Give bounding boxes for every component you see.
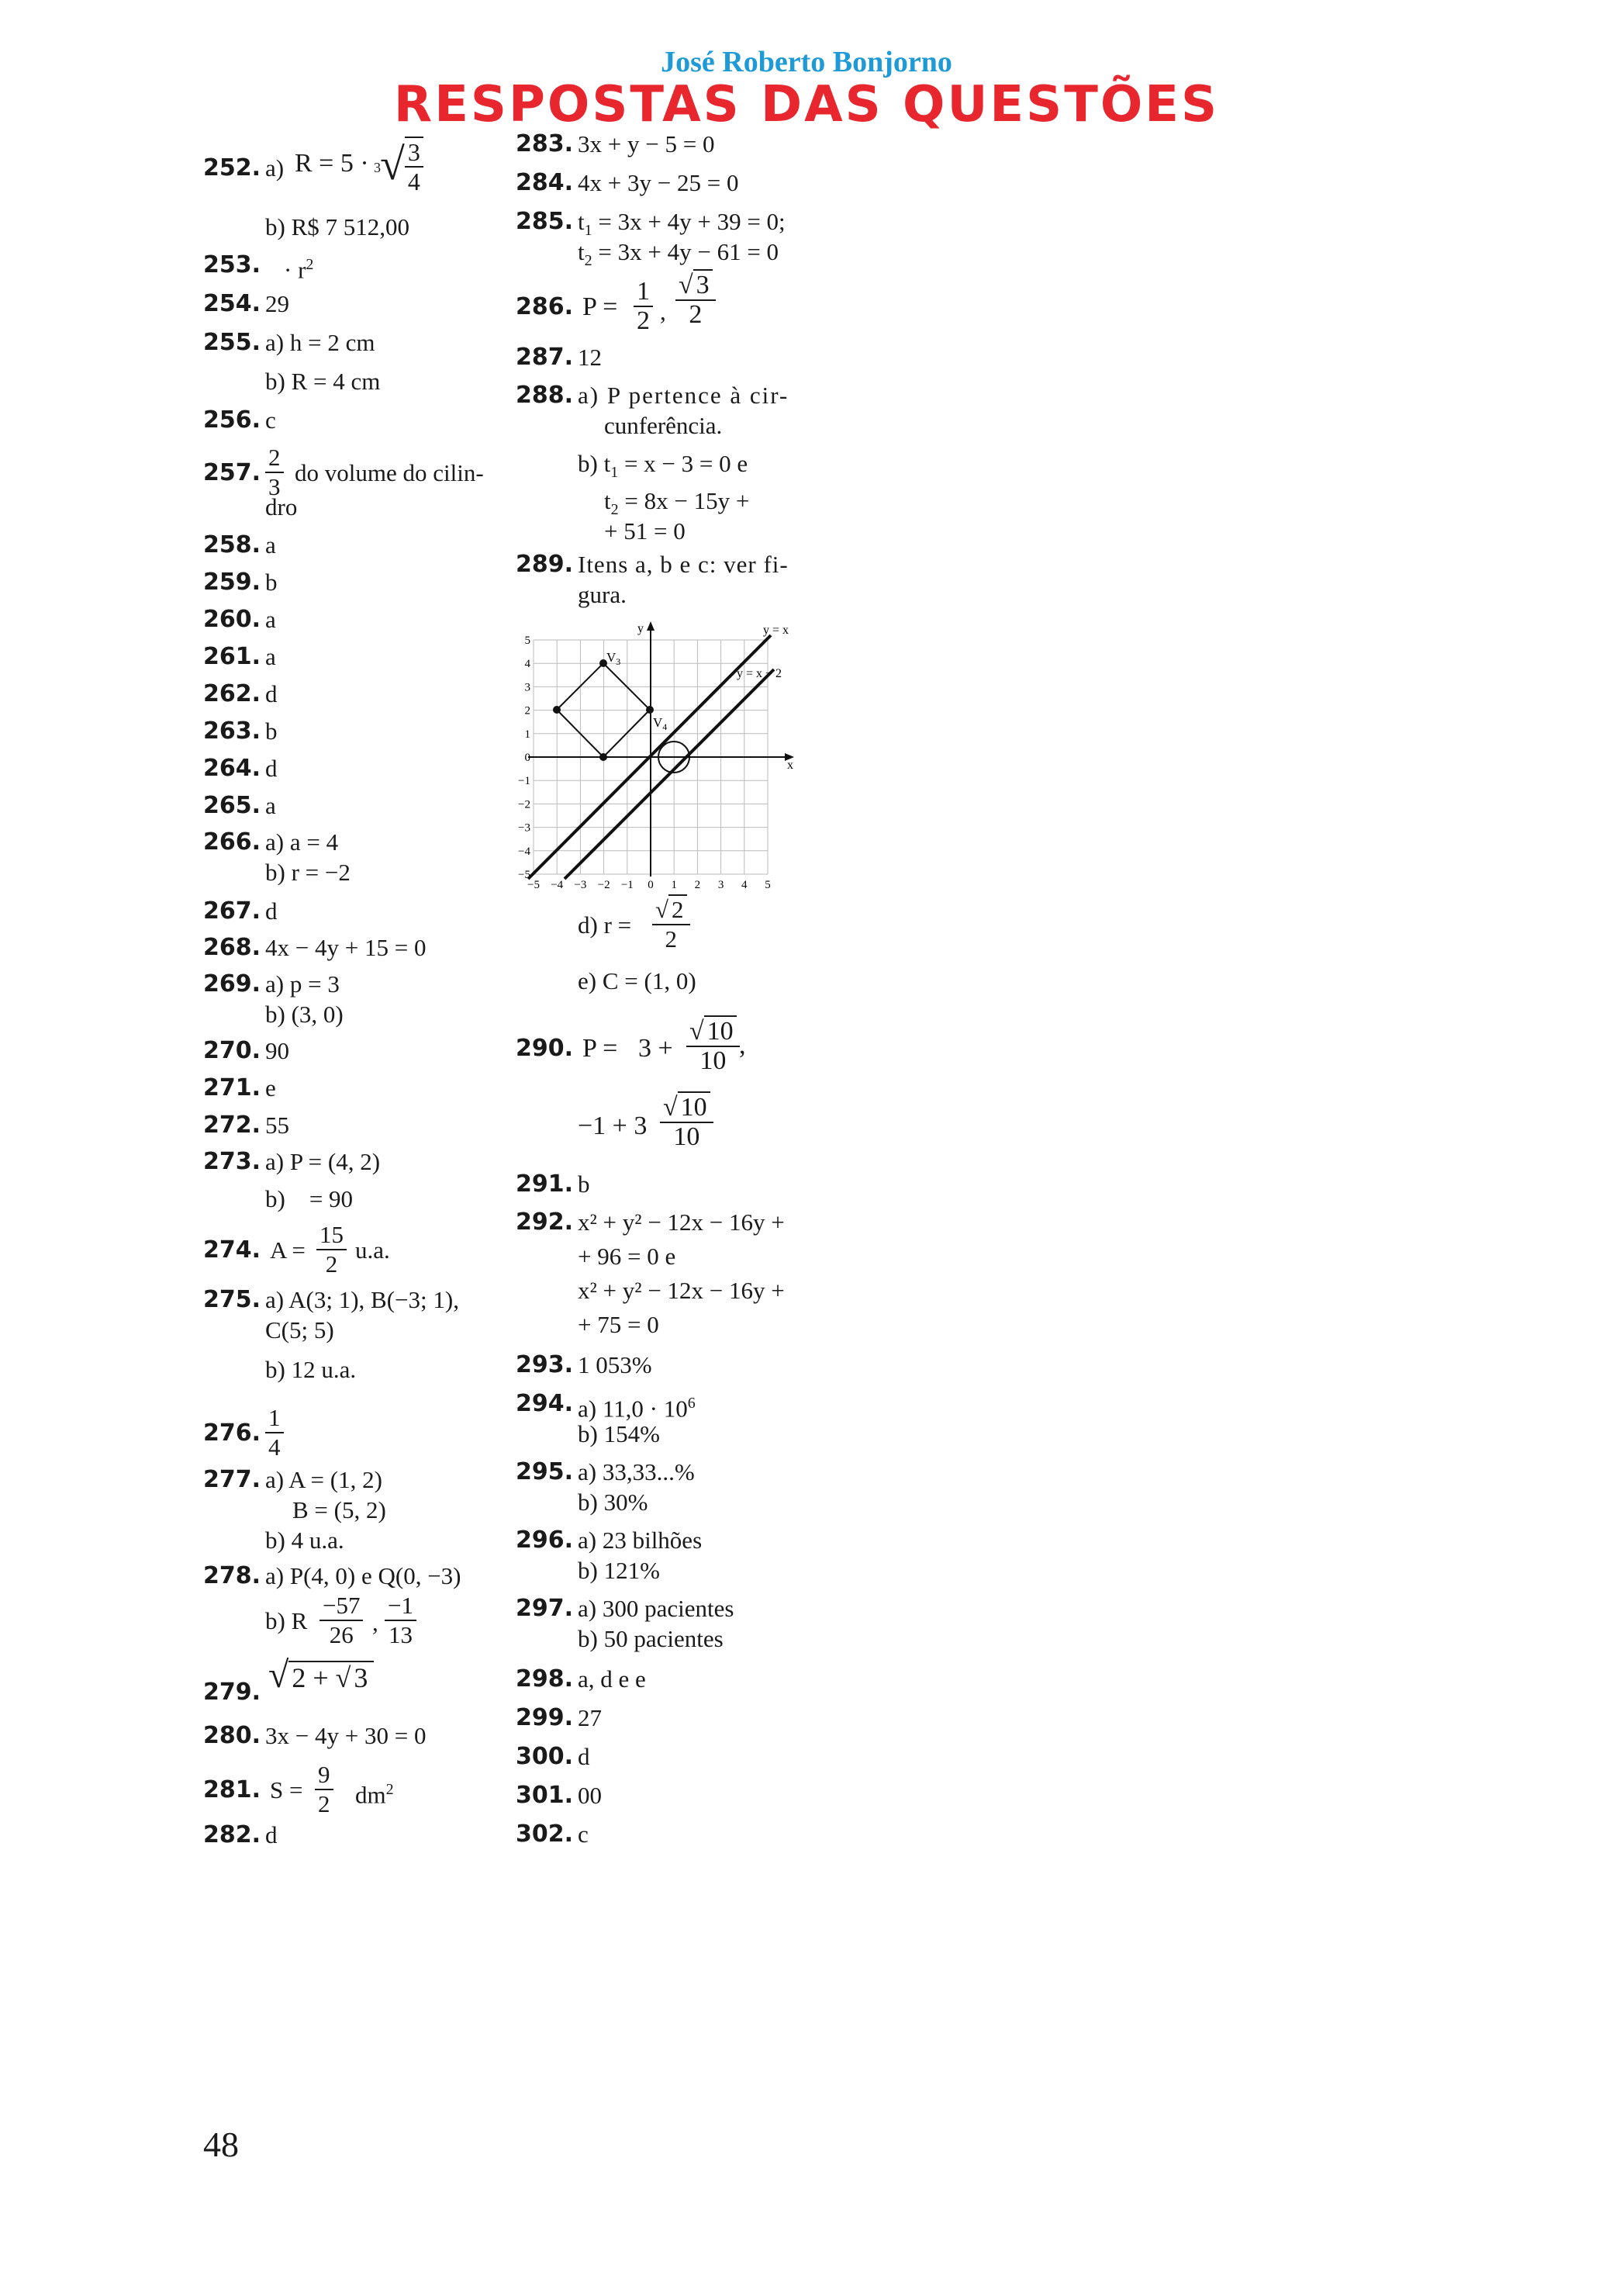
cube-root: √ $\frac{3}{4}$ xyxy=(380,136,423,203)
y-tick-label: −3 xyxy=(518,821,530,835)
y-tick-label: −1 xyxy=(518,775,530,788)
answer-text: 90 xyxy=(265,1037,289,1064)
answer-number: 282. xyxy=(203,1821,261,1848)
answer-number: 269. xyxy=(203,970,261,998)
answer-text: d xyxy=(578,1743,590,1770)
answer-number: 290. xyxy=(516,1035,574,1062)
answer-text: a xyxy=(265,606,276,633)
answer-text: e) C = (1, 0) xyxy=(578,967,696,994)
x-tick-label: 0 xyxy=(648,879,654,891)
answer-text: a xyxy=(265,792,276,819)
coordinate-graph xyxy=(516,617,815,891)
answer-text: b) = 90 xyxy=(265,1185,354,1212)
answer-number: 255. xyxy=(203,329,261,356)
answer-number: 297. xyxy=(516,1595,574,1622)
answer-text: a) P = (4, 2) xyxy=(265,1148,381,1175)
answer-number: 302. xyxy=(516,1821,574,1848)
answer-text: $t_1 = 3x + 4y + 39 = 0$; xyxy=(578,208,786,240)
y-tick-label: 1 xyxy=(524,728,530,741)
fraction: $\frac{√ 3}{2}$ xyxy=(675,271,716,329)
answer-text: , xyxy=(660,298,666,325)
answer-text: b) 121% xyxy=(578,1557,660,1584)
header-author: José Roberto Bonjorno xyxy=(661,46,952,78)
fraction: $\frac{2}{3}$ xyxy=(265,444,284,501)
answer-text: 55 xyxy=(265,1112,289,1139)
x-tick-label: −5 xyxy=(527,879,540,891)
y-tick-label: −4 xyxy=(518,845,530,858)
x-tick-label: −4 xyxy=(551,879,564,891)
x-tick-label: −3 xyxy=(574,879,587,891)
answer-text: d xyxy=(265,897,278,925)
answer-text: a xyxy=(265,643,276,670)
answer-number: 272. xyxy=(203,1112,261,1139)
root-index: 3 xyxy=(374,160,381,175)
answer-text: c xyxy=(265,406,276,434)
y-tick-label: 5 xyxy=(524,635,530,647)
answer-text: b) 50 pacientes xyxy=(578,1625,724,1652)
point-v4 xyxy=(646,706,654,714)
x-tick-label: 3 xyxy=(717,879,724,891)
answer-number: 285. xyxy=(516,208,574,235)
answer-text: b xyxy=(578,1170,590,1198)
answer-text: 3x − 4y + 30 = 0 xyxy=(265,1722,427,1749)
y-tick-labels xyxy=(518,635,530,881)
answer-text: a) xyxy=(265,154,285,182)
answer-text: + 96 = 0 e xyxy=(578,1243,676,1270)
y-tick-label: 2 xyxy=(524,704,530,718)
answer-number: 294. xyxy=(516,1390,574,1417)
answer-text: a xyxy=(265,531,276,558)
answer-text: , xyxy=(372,1609,378,1636)
answer-text: Itens a, b e c: ver fi- xyxy=(578,551,789,578)
answer-number: 260. xyxy=(203,606,261,633)
answer-number: 296. xyxy=(516,1527,574,1554)
answer-number: 261. xyxy=(203,643,261,670)
fraction: $\frac{1}{2}$ xyxy=(634,278,653,335)
y-tick-label: 0 xyxy=(524,752,530,764)
answer-text: e xyxy=(265,1074,276,1101)
answer-text: b) (3, 0) xyxy=(265,1001,344,1028)
answer-text: x² + y² − 12x − 16y + xyxy=(578,1277,785,1304)
answer-number: 254. xyxy=(203,290,261,317)
answer-text: b) R = 4 cm xyxy=(265,368,381,395)
answer-number: 288. xyxy=(516,382,574,409)
answer-number: 259. xyxy=(203,569,261,596)
x-tick-label: 4 xyxy=(741,879,748,891)
y-tick-label: −5 xyxy=(518,869,530,881)
answer-text: c xyxy=(578,1821,589,1848)
page-number: 48 xyxy=(203,2125,239,2164)
answer-text: dro xyxy=(265,493,298,520)
answer-number: 271. xyxy=(203,1074,261,1101)
answer-number: 292. xyxy=(516,1209,574,1236)
answer-text: + 75 = 0 xyxy=(578,1311,659,1338)
answer-text: 4x + 3y − 25 = 0 xyxy=(578,169,739,196)
answer-text: a) p = 3 xyxy=(265,970,340,998)
answer-number: 275. xyxy=(203,1286,261,1313)
answer-number: 286. xyxy=(516,293,574,320)
answer-number: 283. xyxy=(516,130,574,157)
answer-number: 274. xyxy=(203,1236,261,1264)
x-axis-label: x xyxy=(787,759,793,772)
fraction: $\frac{-57}{26}$ xyxy=(319,1592,363,1649)
answer-number: 279. xyxy=(203,1679,261,1706)
y-axis-arrow-icon xyxy=(647,621,655,631)
answer-text: $t_2 = 3x + 4y - 61 = 0$ xyxy=(578,238,779,270)
answer-text: x² + y² − 12x − 16y + xyxy=(578,1209,785,1236)
fraction: $\frac{1}{4}$ xyxy=(265,1404,284,1461)
answer-number: 293. xyxy=(516,1351,574,1378)
fraction: $\frac{15}{2}$ xyxy=(316,1221,347,1278)
x-tick-label: 5 xyxy=(765,879,771,891)
answer-text: a) 33,33...% xyxy=(578,1458,695,1485)
answer-text: 3x + y − 5 = 0 xyxy=(578,130,715,157)
answer-text: 1 053% xyxy=(578,1351,652,1378)
x-tick-label: −1 xyxy=(620,879,634,891)
answer-text: a, d e e xyxy=(578,1665,646,1693)
fraction: $\frac{-1}{13}$ xyxy=(385,1592,416,1649)
answer-text: a) a = 4 xyxy=(265,828,339,856)
answer-text: 12 xyxy=(578,344,602,371)
header-title: RESPOSTAS DAS QUESTÕES xyxy=(393,76,1220,133)
answer-text: a) A = (1, 2) xyxy=(265,1466,382,1493)
answer-text: C(5; 5) xyxy=(265,1316,334,1343)
answer-text: a) A(3; 1), B(−3; 1), xyxy=(265,1286,459,1313)
answer-text: b) 12 u.a. xyxy=(265,1356,357,1383)
answer-text: b) 154% xyxy=(578,1420,660,1447)
answer-number: 291. xyxy=(516,1170,574,1198)
answer-number: 273. xyxy=(203,1148,261,1175)
answer-number: 298. xyxy=(516,1665,574,1693)
answer-text: 29 xyxy=(265,290,289,317)
answer-number: 270. xyxy=(203,1037,261,1064)
x-tick-label: 1 xyxy=(671,879,677,891)
answer-text: a) 300 pacientes xyxy=(578,1595,734,1622)
answer-text: a) $11,0 \cdot 10^6$ xyxy=(578,1395,696,1423)
answer-number: 295. xyxy=(516,1458,574,1485)
answer-number: 301. xyxy=(516,1782,574,1809)
answer-number: 252. xyxy=(203,154,261,182)
point-left xyxy=(553,706,561,714)
answer-text: a) P(4, 0) e Q(0, −3) xyxy=(265,1562,461,1589)
answer-text: A = xyxy=(270,1236,306,1264)
fraction: $\frac{√ 10}{10}$ xyxy=(660,1094,713,1151)
answer-text: cunferência. xyxy=(604,412,723,439)
answer-number: 277. xyxy=(203,1466,261,1493)
answer-number: 287. xyxy=(516,344,574,371)
answer-text: a) P pertence à cir- xyxy=(578,382,789,409)
fraction: $\frac{9}{2}$ xyxy=(315,1761,333,1818)
fraction: $\frac{√ 10}{10}$ xyxy=(686,1018,740,1075)
fraction: $\frac{√ 2}{2}$ xyxy=(652,896,690,953)
answer-number: 289. xyxy=(516,551,574,578)
answer-number: 281. xyxy=(203,1776,261,1803)
answer-text: $t_2 = 8x - 15y$ + xyxy=(604,487,750,519)
formula-text: R = 5 · xyxy=(295,149,369,178)
v4-label: $V_4$ xyxy=(653,715,668,732)
answer-text: gura. xyxy=(578,581,627,608)
point-bottom xyxy=(599,753,607,761)
answer-text: 00 xyxy=(578,1782,602,1809)
answer-text: b) r = −2 xyxy=(265,859,351,886)
answer-text: P = xyxy=(582,292,618,321)
answer-text: −1 + 3 xyxy=(578,1112,648,1140)
x-tick-label: 2 xyxy=(694,879,701,891)
answer-text: b) 4 u.a. xyxy=(265,1527,344,1554)
answer-number: 256. xyxy=(203,406,261,434)
answer-number: 280. xyxy=(203,1722,261,1749)
answer-number: 267. xyxy=(203,897,261,925)
answer-text: d xyxy=(265,680,278,707)
answer-number: 262. xyxy=(203,680,261,707)
answer-text: , xyxy=(739,1031,746,1060)
x-tick-label: −2 xyxy=(597,879,610,891)
answer-number: 265. xyxy=(203,792,261,819)
answer-text: S = xyxy=(270,1776,303,1803)
line1-label: y = x xyxy=(763,624,789,637)
answer-text: 27 xyxy=(578,1704,602,1731)
answer-text: b xyxy=(265,569,278,596)
answer-text: b) $t_1 = x - 3 = 0$ e xyxy=(578,450,748,482)
answer-text: u.a. xyxy=(355,1236,390,1264)
y-axis-label: y xyxy=(637,622,644,635)
answer-text: do volume do cilin- xyxy=(295,459,484,486)
line2-label: y = x − 2 xyxy=(737,667,782,680)
square-root: √ 2 + √ 3 xyxy=(268,1660,374,1693)
answer-number: 268. xyxy=(203,934,261,961)
y-tick-label: 3 xyxy=(524,681,530,694)
answer-text: b) R xyxy=(265,1607,308,1634)
answer-text: b) R$ 7 512,00 xyxy=(265,213,409,240)
answer-text: b) 30% xyxy=(578,1489,648,1516)
answer-number: 258. xyxy=(203,531,261,558)
answer-number: 300. xyxy=(516,1743,574,1770)
answer-text: d xyxy=(265,755,278,782)
answer-text: b xyxy=(265,718,278,745)
answer-text: B = (5, 2) xyxy=(292,1496,386,1523)
answer-number: 257. xyxy=(203,459,261,486)
y-tick-label: −2 xyxy=(518,798,530,811)
answer-number: 276. xyxy=(203,1419,261,1447)
y-tick-label: 4 xyxy=(524,658,530,671)
answer-number: 253. xyxy=(203,251,261,278)
answer-text: d) r = xyxy=(578,911,632,939)
answer-number: 284. xyxy=(516,169,574,196)
line-y-equals-x-minus-2 xyxy=(565,669,774,879)
answer-text: P = xyxy=(582,1034,618,1063)
answer-number: 278. xyxy=(203,1562,261,1589)
v3-label: $V_3$ xyxy=(606,650,621,667)
answer-number: 264. xyxy=(203,755,261,782)
answer-number: 299. xyxy=(516,1704,574,1731)
answer-number: 263. xyxy=(203,718,261,745)
answer-text: · $r^2$ xyxy=(284,256,314,284)
answer-text: a) h = 2 cm xyxy=(265,329,375,356)
answer-text: $dm^2$ xyxy=(355,1781,394,1809)
x-tick-labels xyxy=(527,879,771,891)
answer-text: + 51 = 0 xyxy=(604,517,686,545)
answer-text: 3 + xyxy=(638,1034,673,1063)
answer-text: d xyxy=(265,1821,278,1848)
answer-number: 266. xyxy=(203,828,261,856)
answer-text: 4x − 4y + 15 = 0 xyxy=(265,934,427,961)
answer-text: a) 23 bilhões xyxy=(578,1527,703,1554)
